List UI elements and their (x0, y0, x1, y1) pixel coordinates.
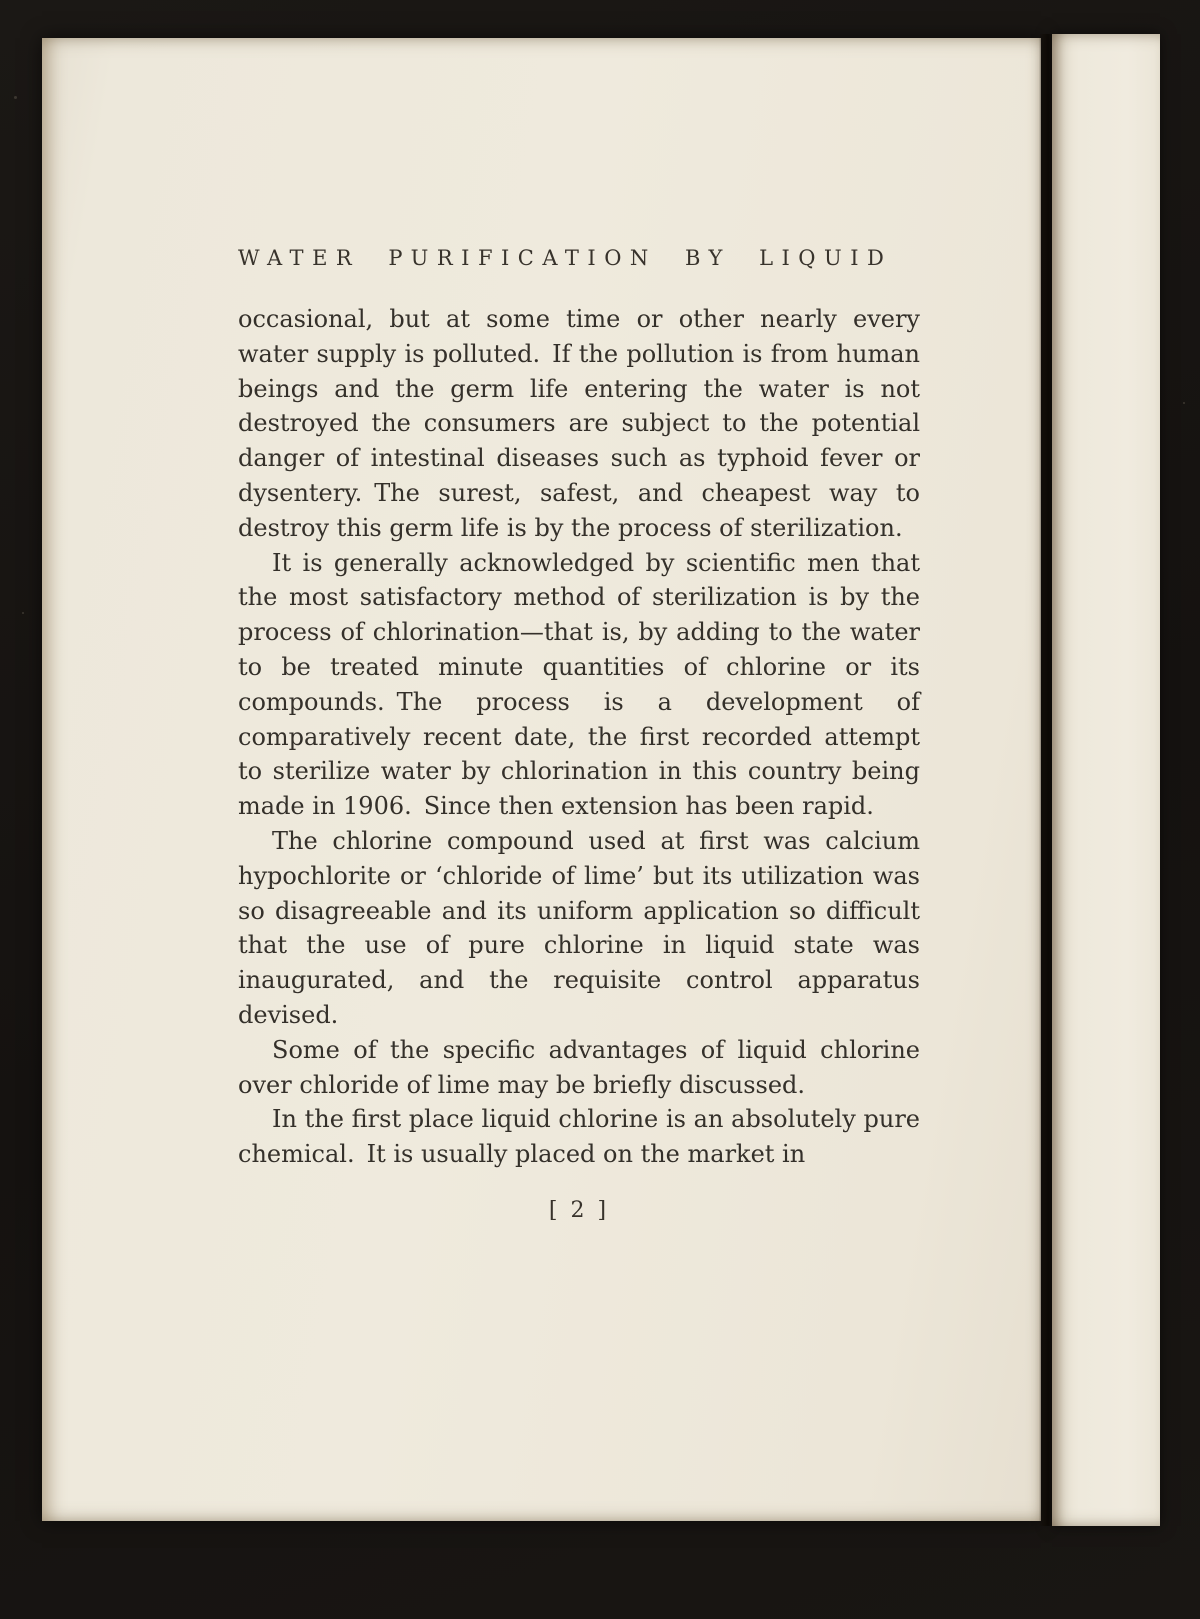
page-content (238, 246, 920, 1223)
dust-speck (14, 96, 17, 99)
running-header: WATER PURIFICATION BY LIQUID (238, 246, 893, 270)
dust-speck (1183, 402, 1185, 404)
paragraph: It is generally acknowledged by scientific men that the most satisfactory method of sterilization is by the process of chlorination—that is, by adding to the water to be treated minute quantities of chlorine or its compounds. The process is a development of comparatively recent date, the first recorded attempt to sterilize water by chlorination in this country being made in 1906. Since then extension has been rapid. (238, 548, 920, 821)
paragraph: occasional, but at some time or other nearly every water supply is polluted. If the pollution is from human beings and the germ life entering the water is not destroyed the consumers are subject to the potential danger of intestinal diseases such as typhoid fever or dysentery. The surest, safest, and cheapest way to destroy this germ life is by the process of sterilization. (238, 305, 920, 542)
dust-speck (22, 612, 24, 614)
page-body (238, 302, 920, 1172)
book-page (42, 38, 1041, 1521)
facing-page-edge (1052, 34, 1160, 1526)
page-number: [ 2 ] (548, 1197, 610, 1223)
paragraph: The chlorine compound used at first was calcium hypochlorite or ‘chloride of lime’ but its utilization was so disagreeable and its uniform application so difficult that the use of pure chlorine in liquid state was inaugurated, and the requisite control apparatus devised. (238, 826, 920, 1029)
paragraph: Some of the specific advantages of liquid chlorine over chloride of lime may be briefly discussed. (238, 1035, 920, 1099)
paragraph: In the first place liquid chlorine is an absolutely pure chemical. It is usually placed on the market in (238, 1105, 920, 1169)
